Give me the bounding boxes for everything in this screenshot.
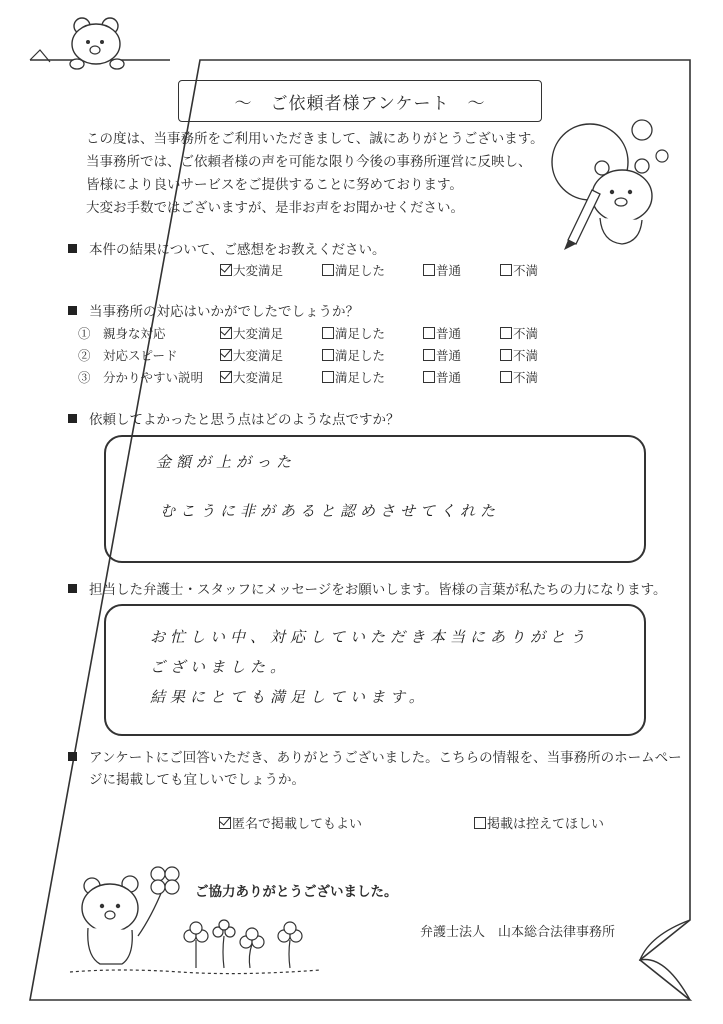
- checkbox-icon[interactable]: [322, 371, 334, 383]
- checkbox-icon[interactable]: [423, 371, 435, 383]
- intro-line: 当事務所では、ご依頼者様の声を可能な限り今後の事務所運営に反映し、: [86, 154, 532, 170]
- q2-row-1-label: ① 親身な対応: [78, 326, 166, 341]
- bear-with-clovers-icon: [60, 856, 330, 986]
- checkbox-icon[interactable]: [322, 264, 334, 276]
- checkbox-icon[interactable]: [500, 264, 512, 276]
- firm-name: 弁護士法人 山本総合法律事務所: [420, 925, 616, 940]
- q2-row-1-option-1[interactable]: 満足した: [322, 324, 385, 342]
- checkbox-icon[interactable]: [322, 349, 334, 361]
- handwritten-answer-line: むこうに非があると認めさせてくれた: [160, 502, 501, 520]
- q2-row-1-option-2[interactable]: 普通: [423, 324, 461, 342]
- question-1: [68, 238, 385, 258]
- checkbox-icon[interactable]: [322, 327, 334, 339]
- q2-row-2-option-2[interactable]: 普通: [423, 346, 461, 364]
- question-4-text: 担当した弁護士・スタッフにメッセージをお願いします。皆様の言葉が私たちの力になります。: [89, 582, 667, 598]
- q2-row-1-option-3[interactable]: 不満: [500, 324, 538, 342]
- question-3: [68, 408, 400, 428]
- question-5-text-line2: ジに掲載しても宜しいでしょうか。: [89, 772, 305, 788]
- checkbox-icon[interactable]: [500, 349, 512, 361]
- bear-peeking-icon: [62, 14, 132, 74]
- q2-row-3-option-0[interactable]: 大変満足: [220, 368, 283, 386]
- q2-row-2-option-1[interactable]: 満足した: [322, 346, 385, 364]
- checkbox-icon[interactable]: [474, 817, 486, 829]
- checkbox-checked-icon[interactable]: [220, 264, 232, 276]
- thanks-message: ご協力ありがとうございました。: [195, 884, 398, 900]
- q2-row-3-option-1[interactable]: 満足した: [322, 368, 385, 386]
- bullet-square-icon: [68, 414, 77, 423]
- q2-row-1-option-0[interactable]: 大変満足: [220, 324, 283, 342]
- handwritten-answer-line: 金額が上がった: [156, 453, 297, 471]
- question-5-text-line1: アンケートにご回答いただき、ありがとうございました。こちらの情報を、当事務所のホームペー: [89, 750, 682, 766]
- checkbox-checked-icon[interactable]: [219, 817, 231, 829]
- question-3-text: 依頼してよかったと思う点はどのような点ですか？: [89, 412, 400, 428]
- q1-option-1[interactable]: 満足した: [322, 261, 385, 279]
- question-2: [68, 300, 359, 320]
- bear-with-pencil-icon: [530, 110, 680, 260]
- q2-row-3-option-2[interactable]: 普通: [423, 368, 461, 386]
- q2-row-3-option-3[interactable]: 不満: [500, 368, 538, 386]
- q1-option-3[interactable]: 不満: [500, 261, 538, 279]
- question-4: [68, 578, 667, 598]
- handwritten-answer-line: ございました。: [150, 658, 291, 676]
- q2-row-2-label: ② 対応スピード: [78, 348, 178, 363]
- q5-option-1[interactable]: 掲載は控えてほしい: [474, 813, 604, 832]
- q1-option-2[interactable]: 普通: [423, 261, 461, 279]
- q2-row-2-option-3[interactable]: 不満: [500, 346, 538, 364]
- checkbox-checked-icon[interactable]: [220, 349, 232, 361]
- bullet-square-icon: [68, 752, 77, 761]
- question-1-text: 本件の結果について、ご感想をお教えください。: [89, 242, 386, 258]
- intro-line: 大変お手数ではございますが、是非お声をお聞かせください。: [86, 200, 464, 216]
- question-2-text: 当事務所の対応はいかがでしたでしょうか？: [89, 304, 359, 320]
- q5-option-0[interactable]: 匿名で掲載してもよい: [219, 813, 362, 832]
- intro-line: この度は、当事務所をご利用いただきまして、誠にありがとうございます。: [86, 131, 544, 147]
- handwritten-answer-line: お忙しい中、対応していただき本当にありがとう: [150, 628, 591, 646]
- checkbox-checked-icon[interactable]: [220, 327, 232, 339]
- intro-text: [86, 128, 544, 220]
- question-5: [68, 746, 682, 766]
- intro-line: 皆様により良いサービスをご提供することに努めております。: [86, 177, 463, 193]
- checkbox-icon[interactable]: [500, 327, 512, 339]
- bullet-square-icon: [68, 244, 77, 253]
- q1-option-0[interactable]: 大変満足: [220, 261, 283, 279]
- survey-title: ～ ご依頼者様アンケート ～: [178, 80, 542, 122]
- checkbox-icon[interactable]: [500, 371, 512, 383]
- handwritten-answer-line: 結果にとても満足しています。: [150, 688, 429, 706]
- q2-row-2-option-0[interactable]: 大変満足: [220, 346, 283, 364]
- checkbox-icon[interactable]: [423, 349, 435, 361]
- checkbox-icon[interactable]: [423, 327, 435, 339]
- checkbox-checked-icon[interactable]: [220, 371, 232, 383]
- bullet-square-icon: [68, 306, 77, 315]
- q2-row-3-label: ③ 分かりやすい説明: [78, 370, 204, 385]
- checkbox-icon[interactable]: [423, 264, 435, 276]
- bullet-square-icon: [68, 584, 77, 593]
